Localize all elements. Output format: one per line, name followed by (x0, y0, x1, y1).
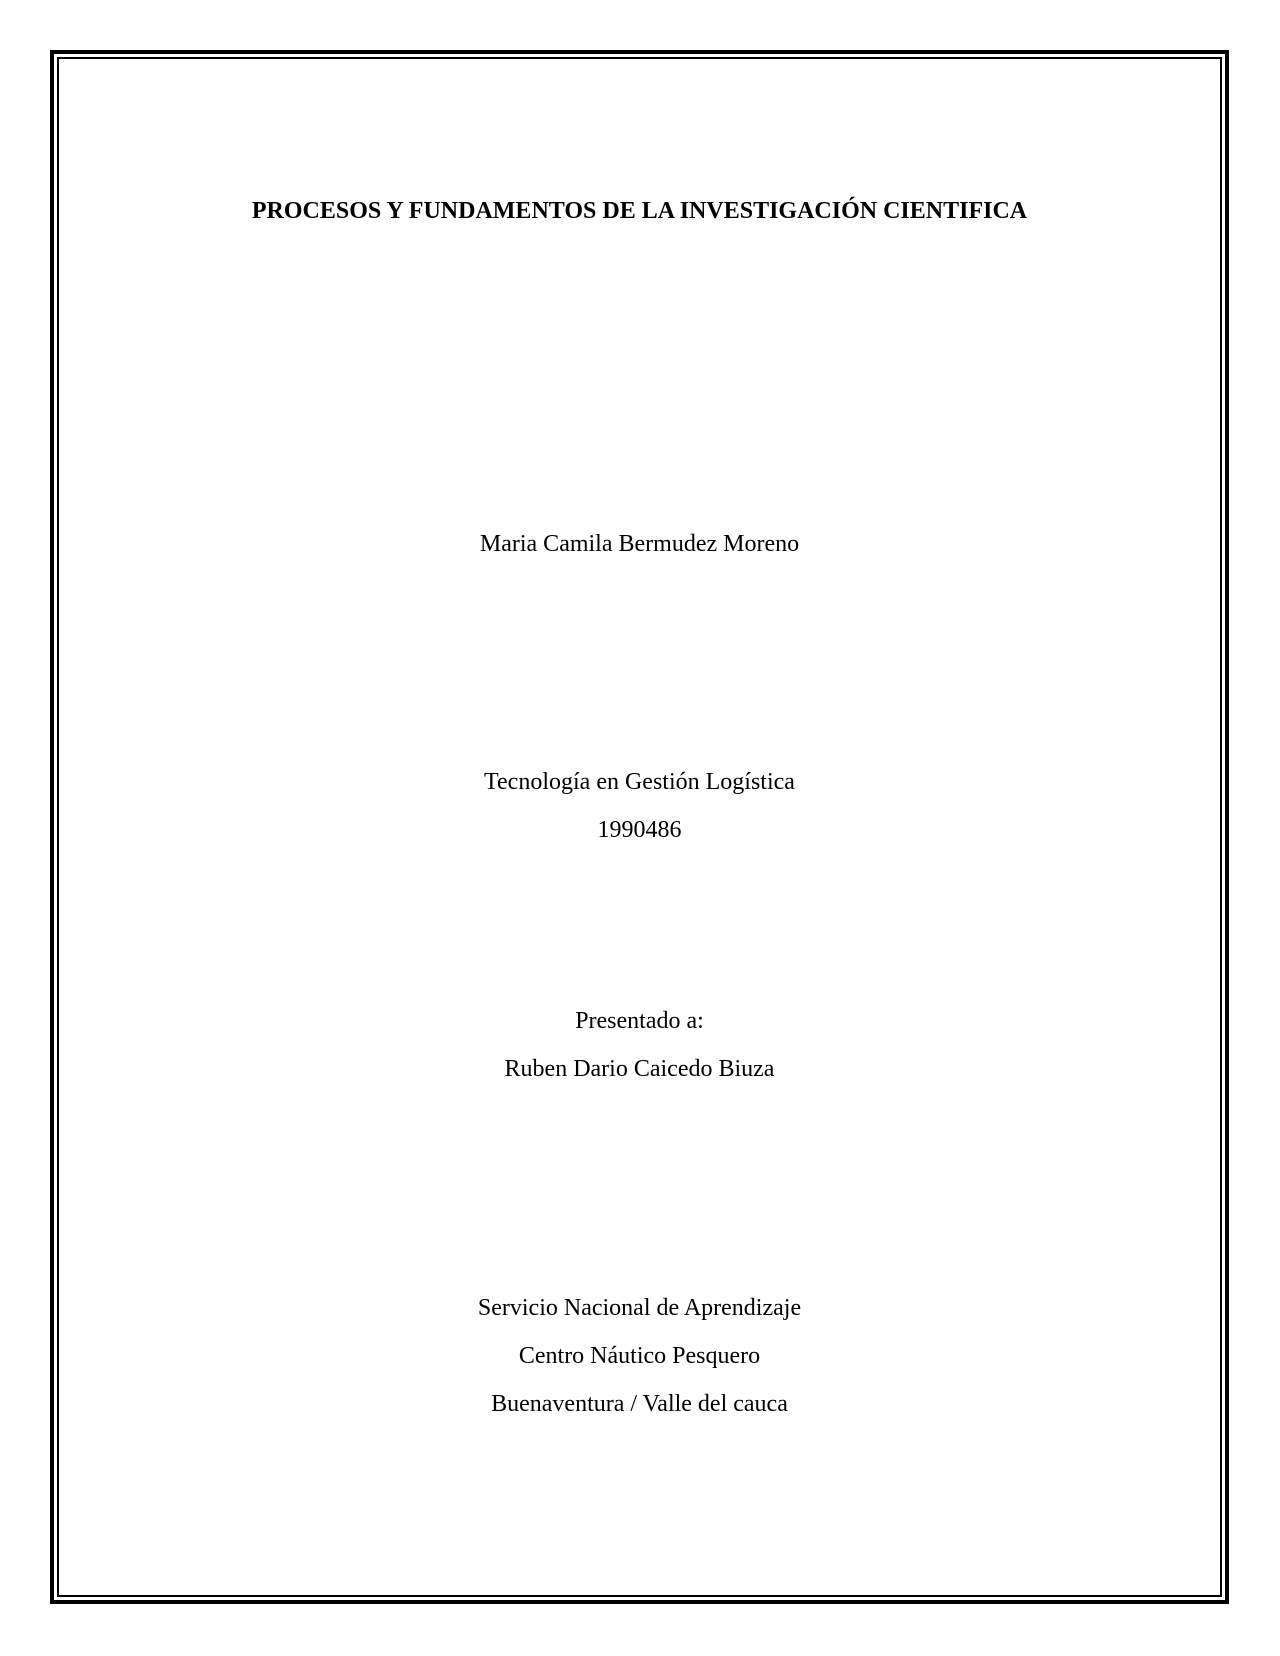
program-code: 1990486 (597, 817, 682, 843)
presented-to-name: Ruben Dario Caicedo Biuza (504, 1056, 775, 1082)
institution-name: Servicio Nacional de Aprendizaje (477, 1295, 802, 1321)
presented-to-label: Presentado a: (575, 1008, 704, 1034)
program-name: Tecnología en Gestión Logística (484, 769, 795, 795)
center-name: Centro Náutico Pesquero (518, 1343, 761, 1369)
author-name: Maria Camila Bermudez Moreno (479, 531, 800, 557)
document-title: PROCESOS Y FUNDAMENTOS DE LA INVESTIGACIÓN CIENTIFICA (251, 198, 1028, 224)
location: Buenaventura / Valle del cauca (491, 1391, 788, 1417)
